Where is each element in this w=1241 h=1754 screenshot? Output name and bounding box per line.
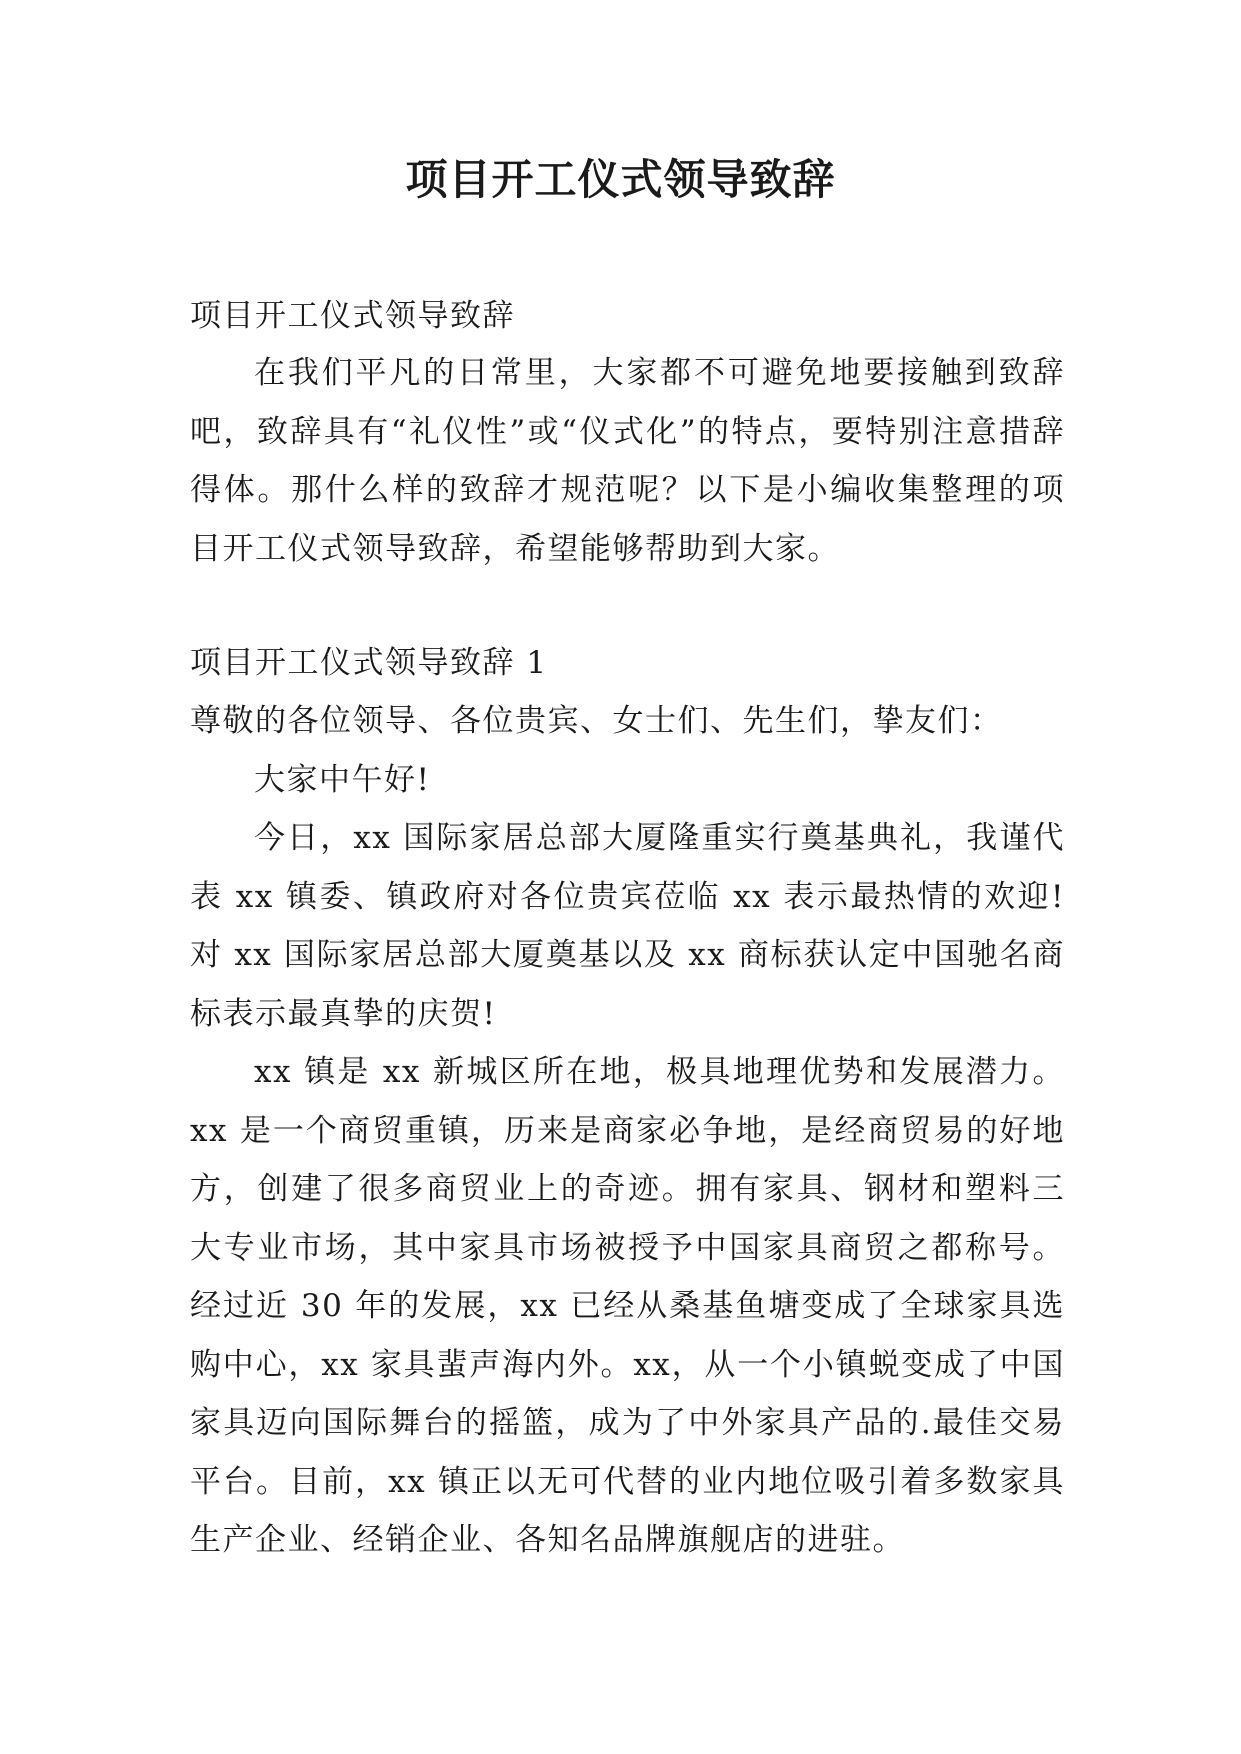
document-title: 项目开工仪式领导致辞: [405, 155, 836, 204]
speech-body: [190, 692, 1065, 1570]
greeting: 大家中午好!: [254, 761, 431, 798]
section-heading: 项目开工仪式领导致辞 1: [190, 645, 548, 681]
salutation: 尊敬的各位领导、各位贵宾、女士们、先生们，挚友们：: [190, 703, 1003, 739]
intro-paragraph: 在我们平凡的日常里，大家都不可避免地要接触到致辞吧，致辞具有“礼仪性”或“仪式化”的特点，要特别注意措辞得体。那什么样的致辞才规范呢？以下是小编收集整理的项目开工仪式领导致辞，希望能够帮助到大家。: [190, 355, 1065, 567]
speech-paragraph-1: 今日，xx 国际家居总部大厦隆重实行奠基典礼，我谨代表 xx 镇委、镇政府对各位贵宾莅临 xx 表示最热情的欢迎!对 xx 国际家居总部大厦奠基以及 xx 商标获认定中国驰名商标表示最真挚的庆贺!: [190, 820, 1065, 1032]
speech-paragraph-2: xx 镇是 xx 新城区所在地，极具地理优势和发展潜力。xx 是一个商贸重镇，历来是商家必争地，是经商贸易的好地方，创建了很多商贸业上的奇迹。拥有家具、钢材和塑料三大专业市场，其中家具市场被授予中国家具商贸之都称号。经过近 30 年的发展，xx 已经从桑基鱼塘变成了全球家具选购中心，xx 家具蜚声海内外。xx，从一个小镇蜕变成了中国家具迈向国际舞台的摇篮，成为了中外家具产品的.最佳交易平台。目前，xx 镇正以无可代替的业内地位吸引着多数家具生产企业、经销企业、各知名品牌旗舰店的进驻。: [190, 1054, 1065, 1558]
document-subtitle: 项目开工仪式领导致辞: [190, 298, 515, 334]
